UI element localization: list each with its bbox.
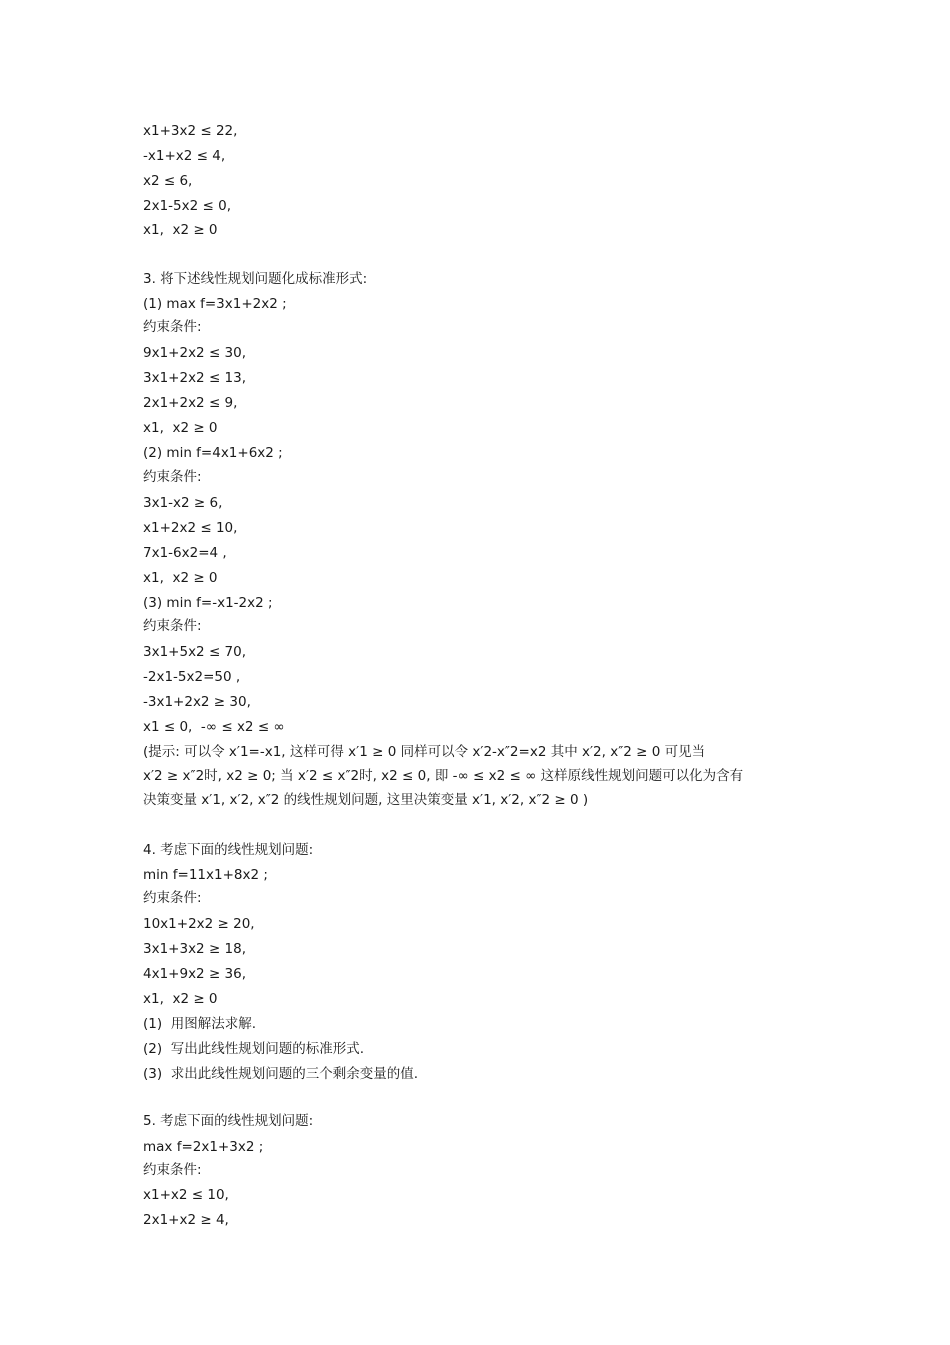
- constraint-line: 2x1-5x2 ≤ 0,: [143, 198, 231, 214]
- objective-line: max f=2x1+3x2 ;: [143, 1139, 264, 1155]
- constraint-line: 3x1+2x2 ≤ 13,: [143, 370, 247, 386]
- objective-line: (3) min f=-x1-2x2 ;: [143, 595, 273, 611]
- question-item: (3) 求出此线性规划问题的三个剩余变量的值.: [143, 1066, 418, 1082]
- constraint-line: 9x1+2x2 ≤ 30,: [143, 345, 247, 361]
- constraint-line: 3x1-x2 ≥ 6,: [143, 495, 223, 511]
- constraint-line: x1+2x2 ≤ 10,: [143, 520, 238, 536]
- hint-line: x′2 ≥ x″2时, x2 ≥ 0; 当 x′2 ≤ x″2时, x2 ≤ 0, 即 -∞ ≤ x2 ≤ ∞ 这样原线性规划问题可以化为含有: [143, 768, 744, 784]
- constraint-line: 2x1+x2 ≥ 4,: [143, 1212, 229, 1228]
- objective-line: min f=11x1+8x2 ;: [143, 867, 268, 883]
- constraint-line: -2x1-5x2=50 ,: [143, 669, 241, 685]
- constraints-label: 约束条件:: [143, 1162, 202, 1178]
- nonnegativity-line: x1, x2 ≥ 0: [143, 420, 218, 436]
- nonnegativity-line: x1, x2 ≥ 0: [143, 570, 218, 586]
- constraints-label: 约束条件:: [143, 319, 202, 335]
- variable-bounds-line: x1 ≤ 0, -∞ ≤ x2 ≤ ∞: [143, 719, 285, 735]
- problem-3-heading: 3. 将下述线性规划问题化成标准形式:: [143, 271, 368, 287]
- constraint-line: x2 ≤ 6,: [143, 173, 193, 189]
- constraint-line: x1+x2 ≤ 10,: [143, 1187, 229, 1203]
- constraints-label: 约束条件:: [143, 469, 202, 485]
- hint-line: 决策变量 x′1, x′2, x″2 的线性规划问题, 这里决策变量 x′1, x′2, x″2 ≥ 0 ): [143, 792, 589, 808]
- constraint-line: 3x1+5x2 ≤ 70,: [143, 644, 247, 660]
- objective-line: (1) max f=3x1+2x2 ;: [143, 296, 287, 312]
- hint-line: (提示: 可以令 x′1=-x1, 这样可得 x′1 ≥ 0 同样可以令 x′2-x″2=x2 其中 x′2, x″2 ≥ 0 可见当: [143, 744, 706, 760]
- constraint-line: 10x1+2x2 ≥ 20,: [143, 916, 255, 932]
- constraint-line: 3x1+3x2 ≥ 18,: [143, 941, 247, 957]
- constraints-label: 约束条件:: [143, 890, 202, 906]
- question-item: (2) 写出此线性规划问题的标准形式.: [143, 1041, 364, 1057]
- constraints-label: 约束条件:: [143, 618, 202, 634]
- nonnegativity-line: x1, x2 ≥ 0: [143, 991, 218, 1007]
- question-item: (1) 用图解法求解.: [143, 1016, 256, 1032]
- constraint-line: -x1+x2 ≤ 4,: [143, 148, 226, 164]
- objective-line: (2) min f=4x1+6x2 ;: [143, 445, 283, 461]
- constraint-line: 2x1+2x2 ≤ 9,: [143, 395, 238, 411]
- constraint-line: x1+3x2 ≤ 22,: [143, 123, 238, 139]
- constraint-line: 4x1+9x2 ≥ 36,: [143, 966, 247, 982]
- nonnegativity-line: x1, x2 ≥ 0: [143, 222, 218, 238]
- problem-4-heading: 4. 考虑下面的线性规划问题:: [143, 842, 314, 858]
- problem-5-heading: 5. 考虑下面的线性规划问题:: [143, 1113, 314, 1129]
- constraint-line: 7x1-6x2=4 ,: [143, 545, 227, 561]
- constraint-line: -3x1+2x2 ≥ 30,: [143, 694, 251, 710]
